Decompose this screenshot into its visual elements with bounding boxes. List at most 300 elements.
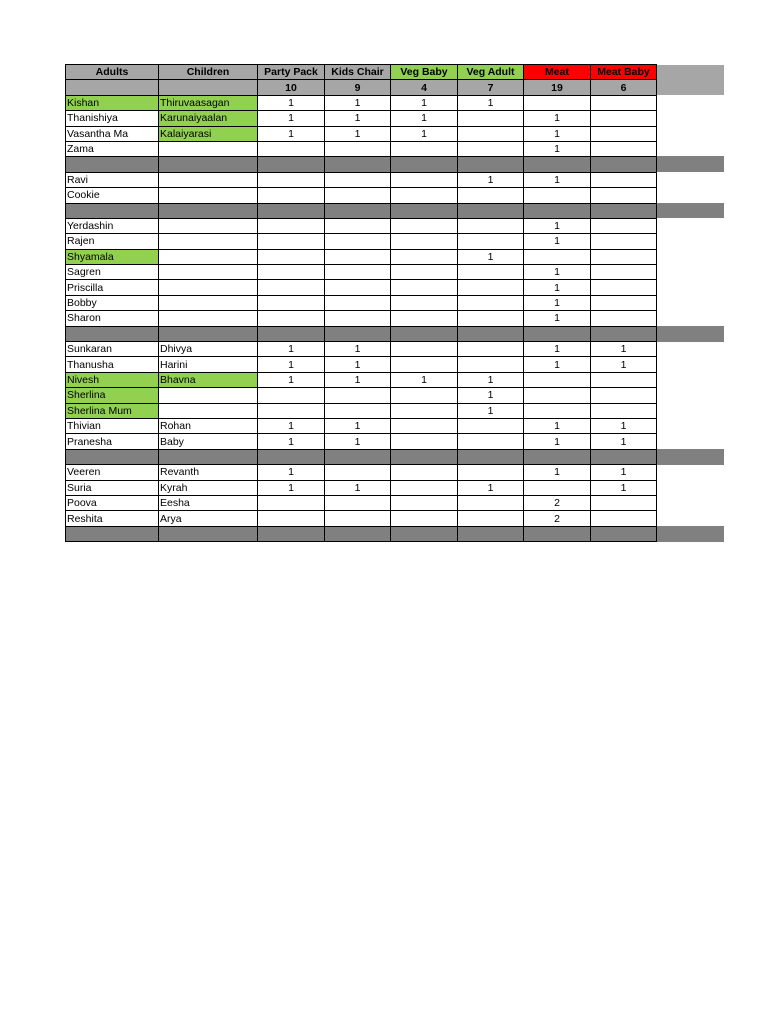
blank-cell xyxy=(657,280,724,295)
child-cell[interactable] xyxy=(159,234,258,249)
child-cell[interactable] xyxy=(159,403,258,418)
table-row xyxy=(66,218,724,233)
child-cell[interactable]: Bhavna xyxy=(159,372,258,387)
col-header-meat-baby: Meat Baby xyxy=(591,65,657,80)
count-cell-mb[interactable] xyxy=(591,403,657,418)
adult-cell[interactable]: Yerdashin xyxy=(66,218,159,233)
child-cell[interactable]: Karunaiyaalan xyxy=(159,111,258,126)
separator-cell xyxy=(325,526,391,541)
total-veg-baby: 4 xyxy=(391,80,458,95)
blank-cell xyxy=(657,80,724,95)
adult-cell[interactable]: Kishan xyxy=(66,95,159,110)
separator-cell xyxy=(391,449,458,464)
count-cell-va[interactable] xyxy=(458,111,524,126)
count-cell-va[interactable] xyxy=(458,418,524,433)
blank-cell xyxy=(657,434,724,449)
table-row xyxy=(66,234,724,249)
count-cell-pp[interactable] xyxy=(258,511,325,526)
table-row xyxy=(66,418,724,433)
count-cell-m[interactable]: 1 xyxy=(524,265,591,280)
adult-cell[interactable]: Reshita xyxy=(66,511,159,526)
count-cell-va[interactable]: 1 xyxy=(458,249,524,264)
count-cell-pp[interactable]: 1 xyxy=(258,111,325,126)
separator-cell xyxy=(391,526,458,541)
count-cell-mb[interactable]: 1 xyxy=(591,434,657,449)
count-cell-pp[interactable] xyxy=(258,495,325,510)
col-header-adults: Adults xyxy=(66,65,159,80)
separator-cell xyxy=(391,326,458,341)
separator-cell xyxy=(458,326,524,341)
count-cell-pp[interactable] xyxy=(258,249,325,264)
separator-cell xyxy=(159,526,258,541)
table-row xyxy=(66,188,724,203)
count-cell-m[interactable]: 1 xyxy=(524,295,591,310)
count-cell-m[interactable]: 1 xyxy=(524,234,591,249)
blank-cell xyxy=(657,295,724,310)
table-row xyxy=(66,357,724,372)
count-cell-mb[interactable] xyxy=(591,372,657,387)
table-row xyxy=(66,95,724,110)
count-cell-vb[interactable] xyxy=(391,357,458,372)
count-cell-va[interactable] xyxy=(458,357,524,372)
count-cell-vb[interactable] xyxy=(391,280,458,295)
separator-cell xyxy=(458,526,524,541)
blank-cell xyxy=(657,388,724,403)
count-cell-va[interactable] xyxy=(458,265,524,280)
adult-cell[interactable]: Sagren xyxy=(66,265,159,280)
table-row xyxy=(66,495,724,510)
count-cell-pp[interactable] xyxy=(258,141,325,156)
count-cell-kc[interactable] xyxy=(325,495,391,510)
adult-cell[interactable]: Shyamala xyxy=(66,249,159,264)
count-cell-vb[interactable] xyxy=(391,465,458,480)
child-cell[interactable] xyxy=(159,388,258,403)
count-cell-mb[interactable] xyxy=(591,141,657,156)
count-cell-vb[interactable] xyxy=(391,480,458,495)
col-header-veg-adult: Veg Adult xyxy=(458,65,524,80)
separator-cell xyxy=(66,526,159,541)
count-cell-pp[interactable] xyxy=(258,188,325,203)
count-cell-mb[interactable] xyxy=(591,218,657,233)
separator-cell xyxy=(325,449,391,464)
child-cell[interactable]: Kyrah xyxy=(159,480,258,495)
count-cell-m[interactable]: 1 xyxy=(524,141,591,156)
separator-cell xyxy=(66,326,159,341)
adult-cell[interactable]: Sherlina xyxy=(66,388,159,403)
adult-cell[interactable]: Zama xyxy=(66,141,159,156)
adult-cell[interactable]: Pranesha xyxy=(66,434,159,449)
count-cell-vb[interactable] xyxy=(391,265,458,280)
count-cell-m[interactable]: 1 xyxy=(524,280,591,295)
count-cell-m[interactable] xyxy=(524,388,591,403)
count-cell-pp[interactable] xyxy=(258,234,325,249)
child-cell[interactable] xyxy=(159,311,258,326)
count-cell-mb[interactable]: 1 xyxy=(591,465,657,480)
count-cell-va[interactable] xyxy=(458,126,524,141)
blank-cell xyxy=(657,418,724,433)
separator-cell xyxy=(458,449,524,464)
col-header-meat: Meat xyxy=(524,65,591,80)
separator-cell xyxy=(159,157,258,172)
count-cell-vb[interactable] xyxy=(391,418,458,433)
count-cell-pp[interactable]: 1 xyxy=(258,465,325,480)
count-cell-kc[interactable]: 1 xyxy=(325,342,391,357)
adult-cell[interactable]: Sharon xyxy=(66,311,159,326)
count-cell-pp[interactable]: 1 xyxy=(258,418,325,433)
count-cell-pp[interactable]: 1 xyxy=(258,342,325,357)
total-party-pack: 10 xyxy=(258,80,325,95)
blank-cell xyxy=(657,495,724,510)
total-children xyxy=(159,80,258,95)
child-cell[interactable]: Harini xyxy=(159,357,258,372)
separator-cell xyxy=(591,326,657,341)
count-cell-vb[interactable]: 1 xyxy=(391,95,458,110)
count-cell-va[interactable] xyxy=(458,311,524,326)
table-row xyxy=(66,434,724,449)
total-kids-chair: 9 xyxy=(325,80,391,95)
count-cell-m[interactable]: 1 xyxy=(524,418,591,433)
count-cell-va[interactable]: 1 xyxy=(458,372,524,387)
count-cell-vb[interactable] xyxy=(391,218,458,233)
total-meat: 19 xyxy=(524,80,591,95)
child-cell[interactable]: Revanth xyxy=(159,465,258,480)
adult-cell[interactable]: Cookie xyxy=(66,188,159,203)
count-cell-va[interactable] xyxy=(458,342,524,357)
col-header-veg-baby: Veg Baby xyxy=(391,65,458,80)
child-cell[interactable]: Arya xyxy=(159,511,258,526)
adult-cell[interactable]: Thanusha xyxy=(66,357,159,372)
count-cell-m[interactable]: 1 xyxy=(524,342,591,357)
separator-cell xyxy=(391,157,458,172)
adult-cell[interactable]: Nivesh xyxy=(66,372,159,387)
child-cell[interactable] xyxy=(159,280,258,295)
blank-cell xyxy=(657,465,724,480)
separator-cell xyxy=(159,326,258,341)
count-cell-mb[interactable] xyxy=(591,495,657,510)
blank-cell xyxy=(657,249,724,264)
separator-cell xyxy=(325,203,391,218)
adult-cell[interactable]: Sunkaran xyxy=(66,342,159,357)
count-cell-kc[interactable] xyxy=(325,465,391,480)
count-cell-m[interactable] xyxy=(524,372,591,387)
separator-cell xyxy=(66,449,159,464)
count-cell-mb[interactable]: 1 xyxy=(591,418,657,433)
count-cell-m[interactable]: 1 xyxy=(524,465,591,480)
separator-cell xyxy=(591,449,657,464)
separator-cell xyxy=(258,526,325,541)
count-cell-va[interactable] xyxy=(458,218,524,233)
adult-cell[interactable]: Ravi xyxy=(66,172,159,187)
table-body xyxy=(66,65,724,542)
count-cell-mb[interactable] xyxy=(591,126,657,141)
separator-cell xyxy=(591,526,657,541)
blank-cell xyxy=(657,126,724,141)
table-row xyxy=(66,465,724,480)
count-cell-va[interactable] xyxy=(458,465,524,480)
count-cell-mb[interactable] xyxy=(591,188,657,203)
separator-cell xyxy=(66,157,159,172)
blank-cell xyxy=(657,372,724,387)
separator-cell xyxy=(325,326,391,341)
count-cell-va[interactable] xyxy=(458,280,524,295)
group-separator-row xyxy=(66,526,724,541)
adult-cell[interactable]: Veeren xyxy=(66,465,159,480)
count-cell-kc[interactable] xyxy=(325,403,391,418)
adult-cell[interactable]: Poova xyxy=(66,495,159,510)
count-cell-kc[interactable]: 1 xyxy=(325,126,391,141)
count-cell-kc[interactable] xyxy=(325,265,391,280)
count-cell-kc[interactable]: 1 xyxy=(325,357,391,372)
blank-cell xyxy=(657,342,724,357)
count-cell-pp[interactable] xyxy=(258,265,325,280)
child-cell[interactable]: Thiruvaasagan xyxy=(159,95,258,110)
separator-cell xyxy=(524,203,591,218)
count-cell-kc[interactable]: 1 xyxy=(325,480,391,495)
blank-cell xyxy=(657,141,724,156)
child-cell[interactable] xyxy=(159,265,258,280)
child-cell[interactable] xyxy=(159,188,258,203)
count-cell-kc[interactable] xyxy=(325,249,391,264)
count-cell-vb[interactable] xyxy=(391,311,458,326)
count-cell-pp[interactable] xyxy=(258,295,325,310)
catering-table xyxy=(65,64,724,542)
count-cell-kc[interactable]: 1 xyxy=(325,111,391,126)
count-cell-m[interactable]: 1 xyxy=(524,357,591,372)
count-cell-pp[interactable]: 1 xyxy=(258,95,325,110)
count-cell-kc[interactable] xyxy=(325,234,391,249)
count-cell-kc[interactable] xyxy=(325,311,391,326)
table-row xyxy=(66,172,724,187)
count-cell-mb[interactable] xyxy=(591,95,657,110)
count-cell-vb[interactable]: 1 xyxy=(391,126,458,141)
table-row xyxy=(66,280,724,295)
count-cell-vb[interactable] xyxy=(391,295,458,310)
adult-cell[interactable]: Thivian xyxy=(66,418,159,433)
table-row xyxy=(66,249,724,264)
total-meat-baby: 6 xyxy=(591,80,657,95)
count-cell-mb[interactable]: 1 xyxy=(591,480,657,495)
count-cell-va[interactable]: 1 xyxy=(458,480,524,495)
count-cell-vb[interactable]: 1 xyxy=(391,372,458,387)
group-separator-row xyxy=(66,157,724,172)
count-cell-kc[interactable] xyxy=(325,280,391,295)
separator-cell xyxy=(524,157,591,172)
count-cell-vb[interactable] xyxy=(391,511,458,526)
blank-cell xyxy=(657,188,724,203)
table-row xyxy=(66,265,724,280)
separator-cell xyxy=(657,526,724,541)
count-cell-m[interactable]: 1 xyxy=(524,434,591,449)
col-header-children: Children xyxy=(159,65,258,80)
count-cell-pp[interactable] xyxy=(258,311,325,326)
count-cell-vb[interactable] xyxy=(391,342,458,357)
count-cell-mb[interactable] xyxy=(591,511,657,526)
blank-cell xyxy=(657,480,724,495)
count-cell-mb[interactable] xyxy=(591,172,657,187)
count-cell-m[interactable] xyxy=(524,188,591,203)
count-cell-vb[interactable] xyxy=(391,249,458,264)
child-cell[interactable]: Baby xyxy=(159,434,258,449)
count-cell-va[interactable] xyxy=(458,188,524,203)
child-cell[interactable]: Rohan xyxy=(159,418,258,433)
count-cell-m[interactable]: 1 xyxy=(524,218,591,233)
table-row xyxy=(66,342,724,357)
adult-cell[interactable]: Sherlina Mum xyxy=(66,403,159,418)
separator-cell xyxy=(325,157,391,172)
count-cell-vb[interactable] xyxy=(391,403,458,418)
count-cell-mb[interactable]: 1 xyxy=(591,342,657,357)
count-cell-pp[interactable]: 1 xyxy=(258,480,325,495)
count-cell-m[interactable] xyxy=(524,95,591,110)
count-cell-m[interactable]: 1 xyxy=(524,126,591,141)
adult-cell[interactable]: Rajen xyxy=(66,234,159,249)
count-cell-m[interactable]: 2 xyxy=(524,511,591,526)
count-cell-vb[interactable] xyxy=(391,234,458,249)
separator-cell xyxy=(524,326,591,341)
table-row xyxy=(66,403,724,418)
separator-cell xyxy=(657,157,724,172)
child-cell[interactable] xyxy=(159,295,258,310)
separator-cell xyxy=(458,157,524,172)
adult-cell[interactable]: Thanishiya xyxy=(66,111,159,126)
count-cell-m[interactable]: 2 xyxy=(524,495,591,510)
count-cell-va[interactable] xyxy=(458,511,524,526)
separator-cell xyxy=(458,203,524,218)
count-cell-va[interactable]: 1 xyxy=(458,403,524,418)
blank-cell xyxy=(657,265,724,280)
count-cell-kc[interactable]: 1 xyxy=(325,372,391,387)
count-cell-vb[interactable] xyxy=(391,188,458,203)
child-cell[interactable] xyxy=(159,172,258,187)
count-cell-kc[interactable] xyxy=(325,172,391,187)
count-cell-mb[interactable] xyxy=(591,311,657,326)
col-header-kids-chair: Kids Chair xyxy=(325,65,391,80)
count-cell-vb[interactable] xyxy=(391,141,458,156)
count-cell-vb[interactable] xyxy=(391,388,458,403)
count-cell-m[interactable]: 1 xyxy=(524,172,591,187)
count-cell-pp[interactable] xyxy=(258,403,325,418)
child-cell[interactable]: Dhivya xyxy=(159,342,258,357)
adult-cell[interactable]: Bobby xyxy=(66,295,159,310)
count-cell-kc[interactable] xyxy=(325,218,391,233)
col-header-party-pack: Party Pack xyxy=(258,65,325,80)
count-cell-va[interactable] xyxy=(458,295,524,310)
count-cell-m[interactable] xyxy=(524,403,591,418)
table-row xyxy=(66,295,724,310)
separator-cell xyxy=(591,157,657,172)
separator-cell xyxy=(66,203,159,218)
count-cell-pp[interactable]: 1 xyxy=(258,126,325,141)
totals-row xyxy=(66,80,724,95)
count-cell-va[interactable]: 1 xyxy=(458,388,524,403)
count-cell-mb[interactable] xyxy=(591,249,657,264)
count-cell-pp[interactable] xyxy=(258,172,325,187)
count-cell-va[interactable] xyxy=(458,234,524,249)
child-cell[interactable] xyxy=(159,218,258,233)
count-cell-mb[interactable] xyxy=(591,295,657,310)
count-cell-kc[interactable]: 1 xyxy=(325,418,391,433)
count-cell-mb[interactable] xyxy=(591,265,657,280)
separator-cell xyxy=(159,203,258,218)
count-cell-kc[interactable] xyxy=(325,141,391,156)
blank-cell xyxy=(657,234,724,249)
blank-cell xyxy=(657,357,724,372)
blank-cell xyxy=(657,511,724,526)
count-cell-kc[interactable] xyxy=(325,388,391,403)
count-cell-mb[interactable]: 1 xyxy=(591,357,657,372)
blank-cell xyxy=(657,311,724,326)
count-cell-m[interactable] xyxy=(524,249,591,264)
count-cell-va[interactable]: 1 xyxy=(458,172,524,187)
count-cell-vb[interactable] xyxy=(391,495,458,510)
count-cell-vb[interactable]: 1 xyxy=(391,111,458,126)
count-cell-va[interactable] xyxy=(458,141,524,156)
adult-cell[interactable]: Priscilla xyxy=(66,280,159,295)
count-cell-va[interactable] xyxy=(458,434,524,449)
blank-cell xyxy=(657,172,724,187)
child-cell[interactable] xyxy=(159,141,258,156)
count-cell-kc[interactable] xyxy=(325,511,391,526)
table-row xyxy=(66,126,724,141)
count-cell-mb[interactable] xyxy=(591,111,657,126)
count-cell-pp[interactable] xyxy=(258,280,325,295)
table-row xyxy=(66,388,724,403)
separator-cell xyxy=(391,203,458,218)
table-row xyxy=(66,511,724,526)
count-cell-kc[interactable] xyxy=(325,295,391,310)
separator-cell xyxy=(657,449,724,464)
blank-cell xyxy=(657,403,724,418)
separator-cell xyxy=(258,157,325,172)
child-cell[interactable]: Kalaiyarasi xyxy=(159,126,258,141)
count-cell-m[interactable]: 1 xyxy=(524,311,591,326)
adult-cell[interactable]: Vasantha Ma xyxy=(66,126,159,141)
count-cell-vb[interactable] xyxy=(391,172,458,187)
table-row xyxy=(66,111,724,126)
count-cell-pp[interactable]: 1 xyxy=(258,357,325,372)
child-cell[interactable] xyxy=(159,249,258,264)
count-cell-va[interactable] xyxy=(458,495,524,510)
count-cell-mb[interactable] xyxy=(591,388,657,403)
separator-cell xyxy=(524,449,591,464)
table-row xyxy=(66,372,724,387)
count-cell-kc[interactable] xyxy=(325,188,391,203)
count-cell-mb[interactable] xyxy=(591,234,657,249)
group-separator-row xyxy=(66,203,724,218)
total-veg-adult: 7 xyxy=(458,80,524,95)
separator-cell xyxy=(657,326,724,341)
table-row xyxy=(66,480,724,495)
count-cell-m[interactable] xyxy=(524,480,591,495)
table-row xyxy=(66,311,724,326)
spreadsheet xyxy=(65,64,724,542)
adult-cell[interactable]: Suria xyxy=(66,480,159,495)
count-cell-mb[interactable] xyxy=(591,280,657,295)
count-cell-vb[interactable] xyxy=(391,434,458,449)
count-cell-m[interactable]: 1 xyxy=(524,111,591,126)
count-cell-pp[interactable]: 1 xyxy=(258,434,325,449)
count-cell-kc[interactable]: 1 xyxy=(325,434,391,449)
count-cell-pp[interactable] xyxy=(258,218,325,233)
total-adults xyxy=(66,80,159,95)
separator-cell xyxy=(258,449,325,464)
count-cell-pp[interactable]: 1 xyxy=(258,372,325,387)
child-cell[interactable]: Eesha xyxy=(159,495,258,510)
count-cell-kc[interactable]: 1 xyxy=(325,95,391,110)
group-separator-row xyxy=(66,326,724,341)
count-cell-pp[interactable] xyxy=(258,388,325,403)
count-cell-va[interactable]: 1 xyxy=(458,95,524,110)
